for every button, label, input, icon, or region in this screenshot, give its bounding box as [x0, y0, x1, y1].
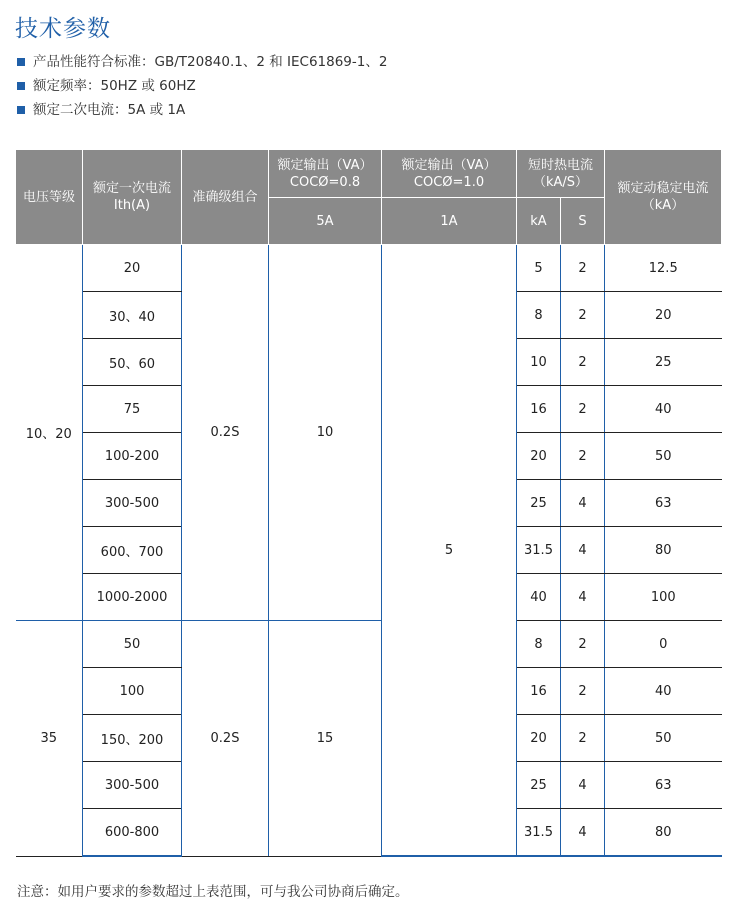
dynamic-cell: 40: [605, 668, 722, 715]
accuracy-cell: 0.2S: [182, 621, 269, 857]
spec-item: [17, 98, 387, 122]
table-row: [16, 621, 722, 668]
accuracy-cell: 0.2S: [182, 245, 269, 621]
thermal-s-cell: 4: [561, 574, 605, 621]
output-5a-cell: 15: [269, 621, 382, 857]
subheader-s: S: [561, 198, 605, 245]
voltage-cell: 10、20: [16, 245, 83, 621]
current-cell: 30、40: [83, 292, 182, 339]
thermal-ka-cell: 8: [517, 621, 561, 668]
thermal-s-cell: 2: [561, 245, 605, 292]
thermal-ka-cell: 25: [517, 762, 561, 809]
thermal-s-cell: 2: [561, 621, 605, 668]
square-bullet-icon: [17, 106, 25, 114]
dynamic-cell: 63: [605, 762, 722, 809]
voltage-cell: 35: [16, 621, 83, 857]
current-cell: 50: [83, 621, 182, 668]
header-rated-dynamic-current: 额定动稳定电流（kA）: [605, 150, 722, 245]
spec-item: [17, 50, 387, 74]
current-cell: 300-500: [83, 480, 182, 527]
thermal-s-cell: 2: [561, 433, 605, 480]
thermal-s-cell: 4: [561, 527, 605, 574]
subheader-5a: 5A: [269, 198, 382, 245]
thermal-s-cell: 4: [561, 762, 605, 809]
current-cell: 75: [83, 386, 182, 433]
dynamic-cell: 20: [605, 292, 722, 339]
dynamic-cell: 50: [605, 715, 722, 762]
page-title: 技术参数: [15, 16, 111, 42]
header-short-time-thermal-current: 短时热电流（kA/S）: [517, 150, 605, 198]
spec-item-text: 额定频率：50HZ 或 60HZ: [33, 78, 196, 94]
thermal-ka-cell: 31.5: [517, 809, 561, 857]
header-rated-output-1-0: 额定输出（VA）COCØ=1.0: [382, 150, 517, 198]
dynamic-cell: 80: [605, 527, 722, 574]
thermal-ka-cell: 16: [517, 668, 561, 715]
current-cell: 20: [83, 245, 182, 292]
thermal-s-cell: 2: [561, 292, 605, 339]
current-cell: 100: [83, 668, 182, 715]
technical-parameters-table: [15, 150, 722, 857]
thermal-s-cell: 2: [561, 339, 605, 386]
output-1a-cell: 5: [382, 245, 517, 857]
header-voltage-class: 电压等级: [16, 150, 83, 245]
header-rated-output-0-8: 额定输出（VA）COCØ=0.8: [269, 150, 382, 198]
thermal-ka-cell: 5: [517, 245, 561, 292]
thermal-ka-cell: 40: [517, 574, 561, 621]
thermal-s-cell: 2: [561, 715, 605, 762]
thermal-s-cell: 2: [561, 668, 605, 715]
thermal-s-cell: 4: [561, 480, 605, 527]
current-cell: 1000-2000: [83, 574, 182, 621]
dynamic-cell: 63: [605, 480, 722, 527]
header-accuracy-class: 准确级组合: [182, 150, 269, 245]
thermal-ka-cell: 20: [517, 715, 561, 762]
subheader-1a: 1A: [382, 198, 517, 245]
square-bullet-icon: [17, 82, 25, 90]
thermal-ka-cell: 8: [517, 292, 561, 339]
current-cell: 100-200: [83, 433, 182, 480]
current-cell: 600、700: [83, 527, 182, 574]
dynamic-cell: 25: [605, 339, 722, 386]
spec-item: [17, 74, 387, 98]
dynamic-cell: 40: [605, 386, 722, 433]
current-cell: 300-500: [83, 762, 182, 809]
spec-list: [17, 50, 387, 122]
thermal-ka-cell: 10: [517, 339, 561, 386]
current-cell: 50、60: [83, 339, 182, 386]
dynamic-cell: 80: [605, 809, 722, 857]
output-5a-cell: 10: [269, 245, 382, 621]
spec-item-text: 产品性能符合标准：GB/T20840.1、2 和 IEC61869-1、2: [33, 54, 388, 70]
thermal-s-cell: 4: [561, 809, 605, 857]
dynamic-cell: 100: [605, 574, 722, 621]
square-bullet-icon: [17, 58, 25, 66]
thermal-ka-cell: 16: [517, 386, 561, 433]
thermal-ka-cell: 20: [517, 433, 561, 480]
thermal-ka-cell: 25: [517, 480, 561, 527]
dynamic-cell: 12.5: [605, 245, 722, 292]
spec-item-text: 额定二次电流：5A 或 1A: [33, 102, 186, 118]
dynamic-cell: 50: [605, 433, 722, 480]
thermal-s-cell: 2: [561, 386, 605, 433]
dynamic-cell: 0: [605, 621, 722, 668]
footnote: 注意：如用户要求的参数超过上表范围，可与我公司协商后确定。: [17, 884, 409, 900]
table-row: [16, 245, 722, 292]
subheader-ka: kA: [517, 198, 561, 245]
current-cell: 150、200: [83, 715, 182, 762]
header-rated-primary-current: 额定一次电流 Ith(A): [83, 150, 182, 245]
current-cell: 600-800: [83, 809, 182, 857]
thermal-ka-cell: 31.5: [517, 527, 561, 574]
